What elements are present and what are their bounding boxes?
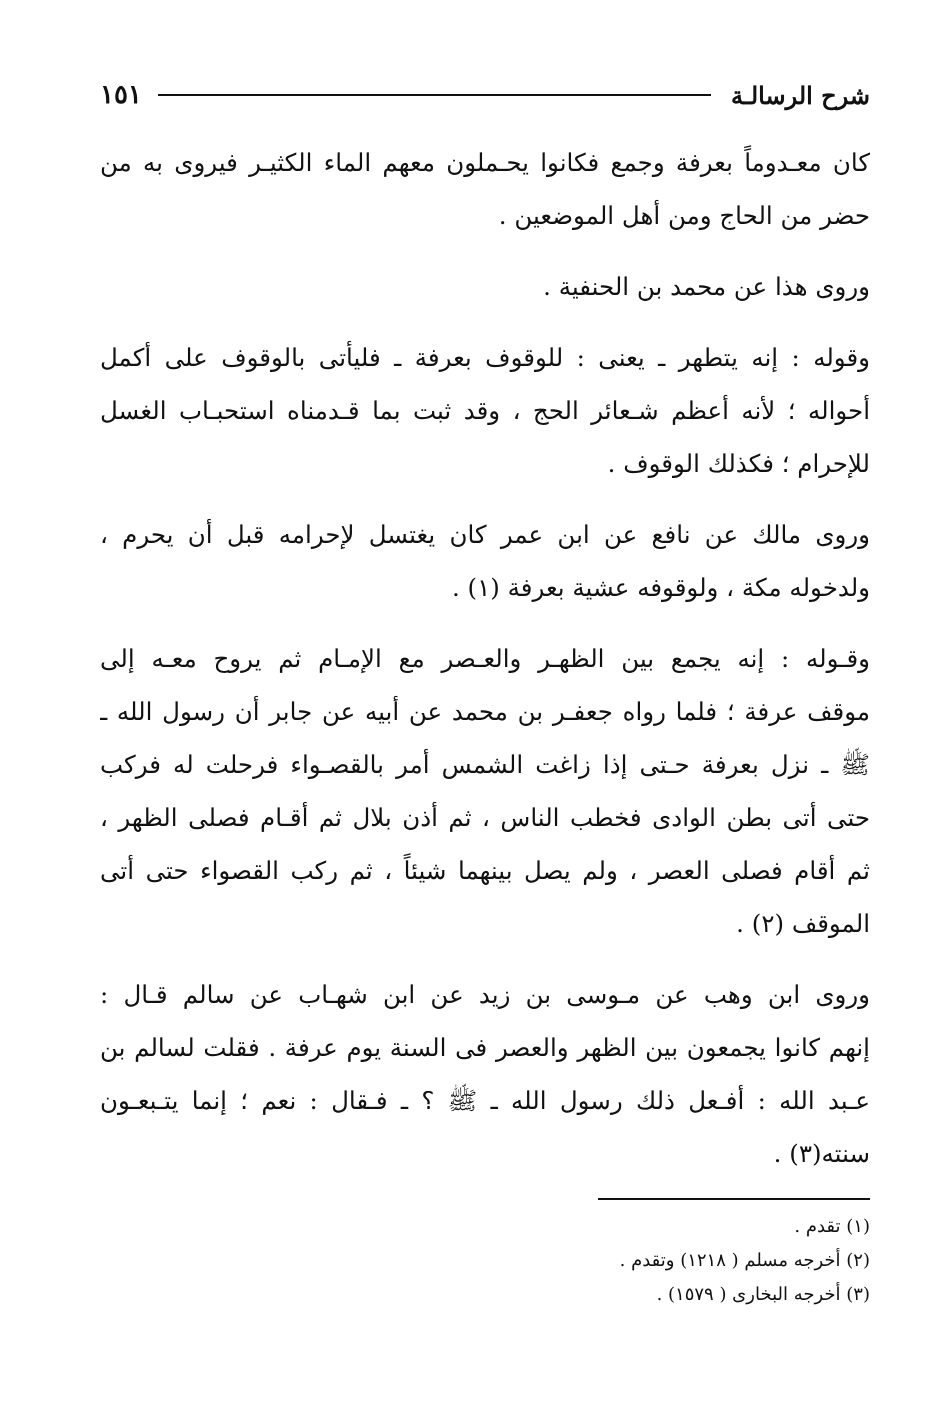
text-line: وروى هذا عن محمد بن الحنفية . xyxy=(543,272,870,301)
text-line: ثم أقام فصلى العصر ، ولم يصل بينهما شيئاً ، ثم ركب القصواء حتى أتى xyxy=(100,856,870,885)
text-line: وروى مالك عن نافع عن ابن عمر كان يغتسل لإحرامه قبل أن يحرم ، xyxy=(100,520,870,549)
page-number: ١٥١ xyxy=(100,80,142,110)
text-line: أحواله ؛ لأنه أعظم شـعائر الحج ، وقد ثبت بما قـدمناه استحبـاب الغسل xyxy=(100,396,870,425)
text-line: ولدخوله مكة ، ولوقوفه عشية بعرفة (١) . xyxy=(451,573,870,602)
paragraph-3 xyxy=(100,331,870,490)
paragraph-1 xyxy=(100,136,870,242)
text-line: الموقف (٢) . xyxy=(736,909,870,938)
text-line: إنهم كانوا يجمعون بين الظهر والعصر فى السنة يوم عرفة . فقلت لسالم بن xyxy=(100,1033,870,1062)
text-line: للإحرام ؛ فكذلك الوقوف . xyxy=(607,449,870,478)
page xyxy=(100,72,870,1372)
text-line: وقوله : إنه يتطهر ـ يعنى : للوقوف بعرفة ـ فليأتى بالوقوف على أكمل xyxy=(100,343,870,372)
footnote-1: (١) تقدم . xyxy=(794,1216,870,1237)
text-line: حضر من الحاج ومن أهل الموضعين . xyxy=(498,201,870,230)
text-line: حتى أتى بطن الوادى فخطب الناس ، ثم أذن بلال ثم أقـام فصلى الظهر ، xyxy=(100,803,870,832)
text-line: كان معـدوماً بعرفة وجمع فكانوا يحـملون معهم الماء الكثيـر فيروى به من xyxy=(100,148,870,177)
text-line: عـبد الله : أفـعل ذلك رسول الله ـ ﷺ ؟ ـ فـقال : نعم ؛ إنما يتـبعـون xyxy=(100,1086,870,1115)
paragraph-5 xyxy=(100,632,870,950)
paragraph-4 xyxy=(100,508,870,614)
header-rule xyxy=(158,94,711,96)
footnote-2: (٢) أخرجه مسلم ( ١٢١٨) وتقدم . xyxy=(619,1250,870,1271)
text-line: وروى ابن وهب عن مـوسى بن زيد عن ابن شهـاب عن سالم قـال : xyxy=(100,980,870,1009)
page-header xyxy=(100,72,870,118)
text-line: وقـوله : إنه يجمع بين الظهـر والعـصر مع الإمـام ثم يروح معـه إلى xyxy=(100,644,870,673)
running-title: شرح الرسالـة xyxy=(730,80,870,110)
text-line: سنته(٣) . xyxy=(773,1139,870,1168)
footnote-separator xyxy=(598,1198,870,1200)
body-text xyxy=(100,136,870,1180)
text-line: ﷺ ـ نزل بعرفة حـتى إذا زاغت الشمس أمر بالقصـواء فرحلت له فركب xyxy=(100,750,870,779)
paragraph-2 xyxy=(100,260,870,313)
paragraph-6 xyxy=(100,968,870,1180)
footnotes xyxy=(100,1210,870,1312)
text-line: موقف عرفة ؛ فلما رواه جعفـر بن محمد عن أبيه عن جابر أن رسول الله ـ xyxy=(100,697,870,726)
footnote-3: (٣) أخرجه البخارى ( ١٥٧٩) . xyxy=(656,1284,870,1305)
